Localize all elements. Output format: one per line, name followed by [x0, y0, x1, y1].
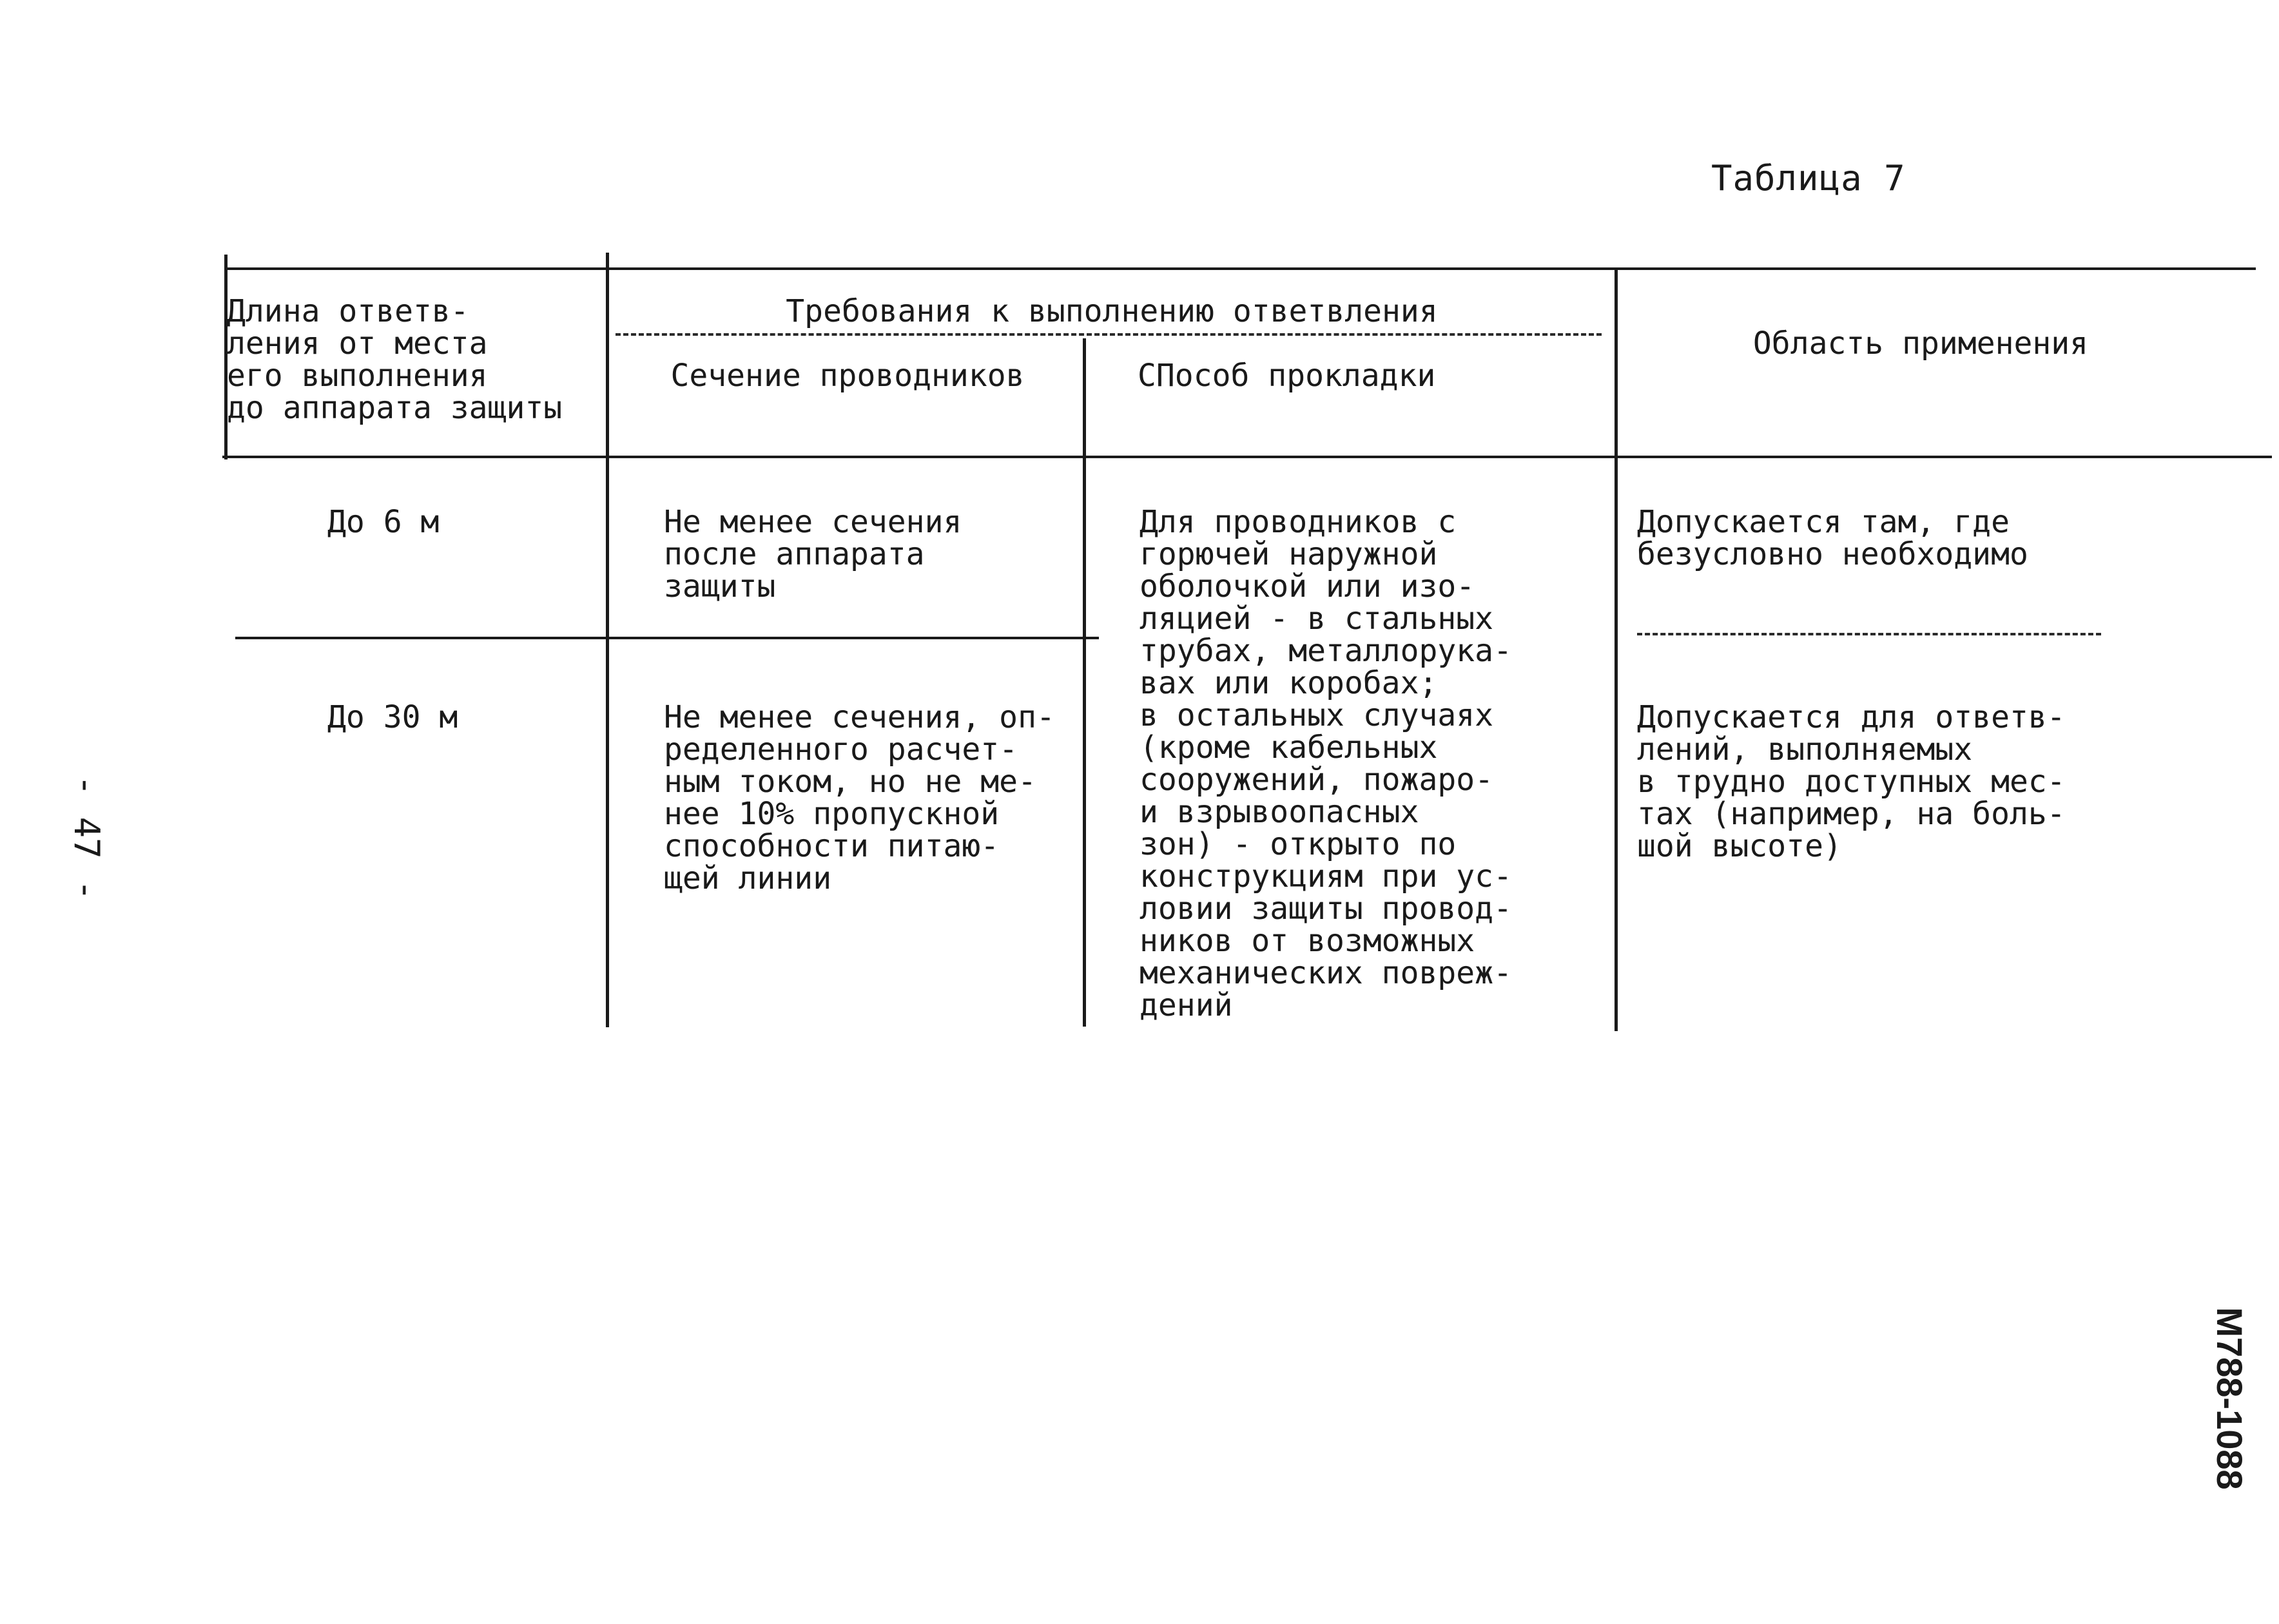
column-divider-2 [1083, 338, 1086, 1027]
row-1-length: До 6 м [327, 504, 440, 540]
header-application: Область применения [1752, 325, 2089, 362]
row-divider-left [235, 637, 1099, 639]
row-1-cross-section: Не менее сечения после аппарата защиты [664, 504, 962, 604]
laying-method-text: Для проводников с горючей наружной оболочкой или изо- ляцией - в стальных трубах, металлорука- вах или коробах; в остальных случаях (кроме кабельных сооружений, пожаро- и взрывоопасных зон) - открыто по конструкциям при ус- ловии защиты провод- ников от возможных механических повреж- дений [1140, 504, 1512, 1023]
column-divider-1 [606, 253, 609, 1027]
row-divider-right [1637, 633, 2101, 635]
page-number-mark: - 47 - [66, 775, 108, 901]
row-2-application: Допускается для ответв- лений, выполняемых в трудно доступных мес- тах (например, на боль- шой высоте) [1637, 699, 2066, 864]
table-caption: Таблица 7 [1711, 158, 1906, 198]
row-2-length: До 30 м [327, 699, 458, 735]
requirements-divider [616, 333, 1602, 336]
header-laying-method: СПособ прокладки [1138, 358, 1436, 394]
header-length: Длина ответв- ления от места его выполнения до аппарата защиты [227, 293, 563, 426]
document-code: М788-1088 [2209, 1307, 2251, 1490]
header-requirements: Требования к выполнению ответвления [786, 293, 1438, 329]
column-divider-3 [1615, 267, 1618, 1031]
table-top-border [226, 267, 2256, 270]
row-2-cross-section: Не менее сечения, оп- ределенного расчет- ным током, но не ме- нее 10% пропускной способности питаю- щей линии [664, 699, 1055, 896]
header-bottom-border [222, 456, 2272, 458]
header-cross-section: Сечение проводников [670, 358, 1025, 394]
row-1-application: Допускается там, где безусловно необходимо [1637, 504, 2028, 572]
